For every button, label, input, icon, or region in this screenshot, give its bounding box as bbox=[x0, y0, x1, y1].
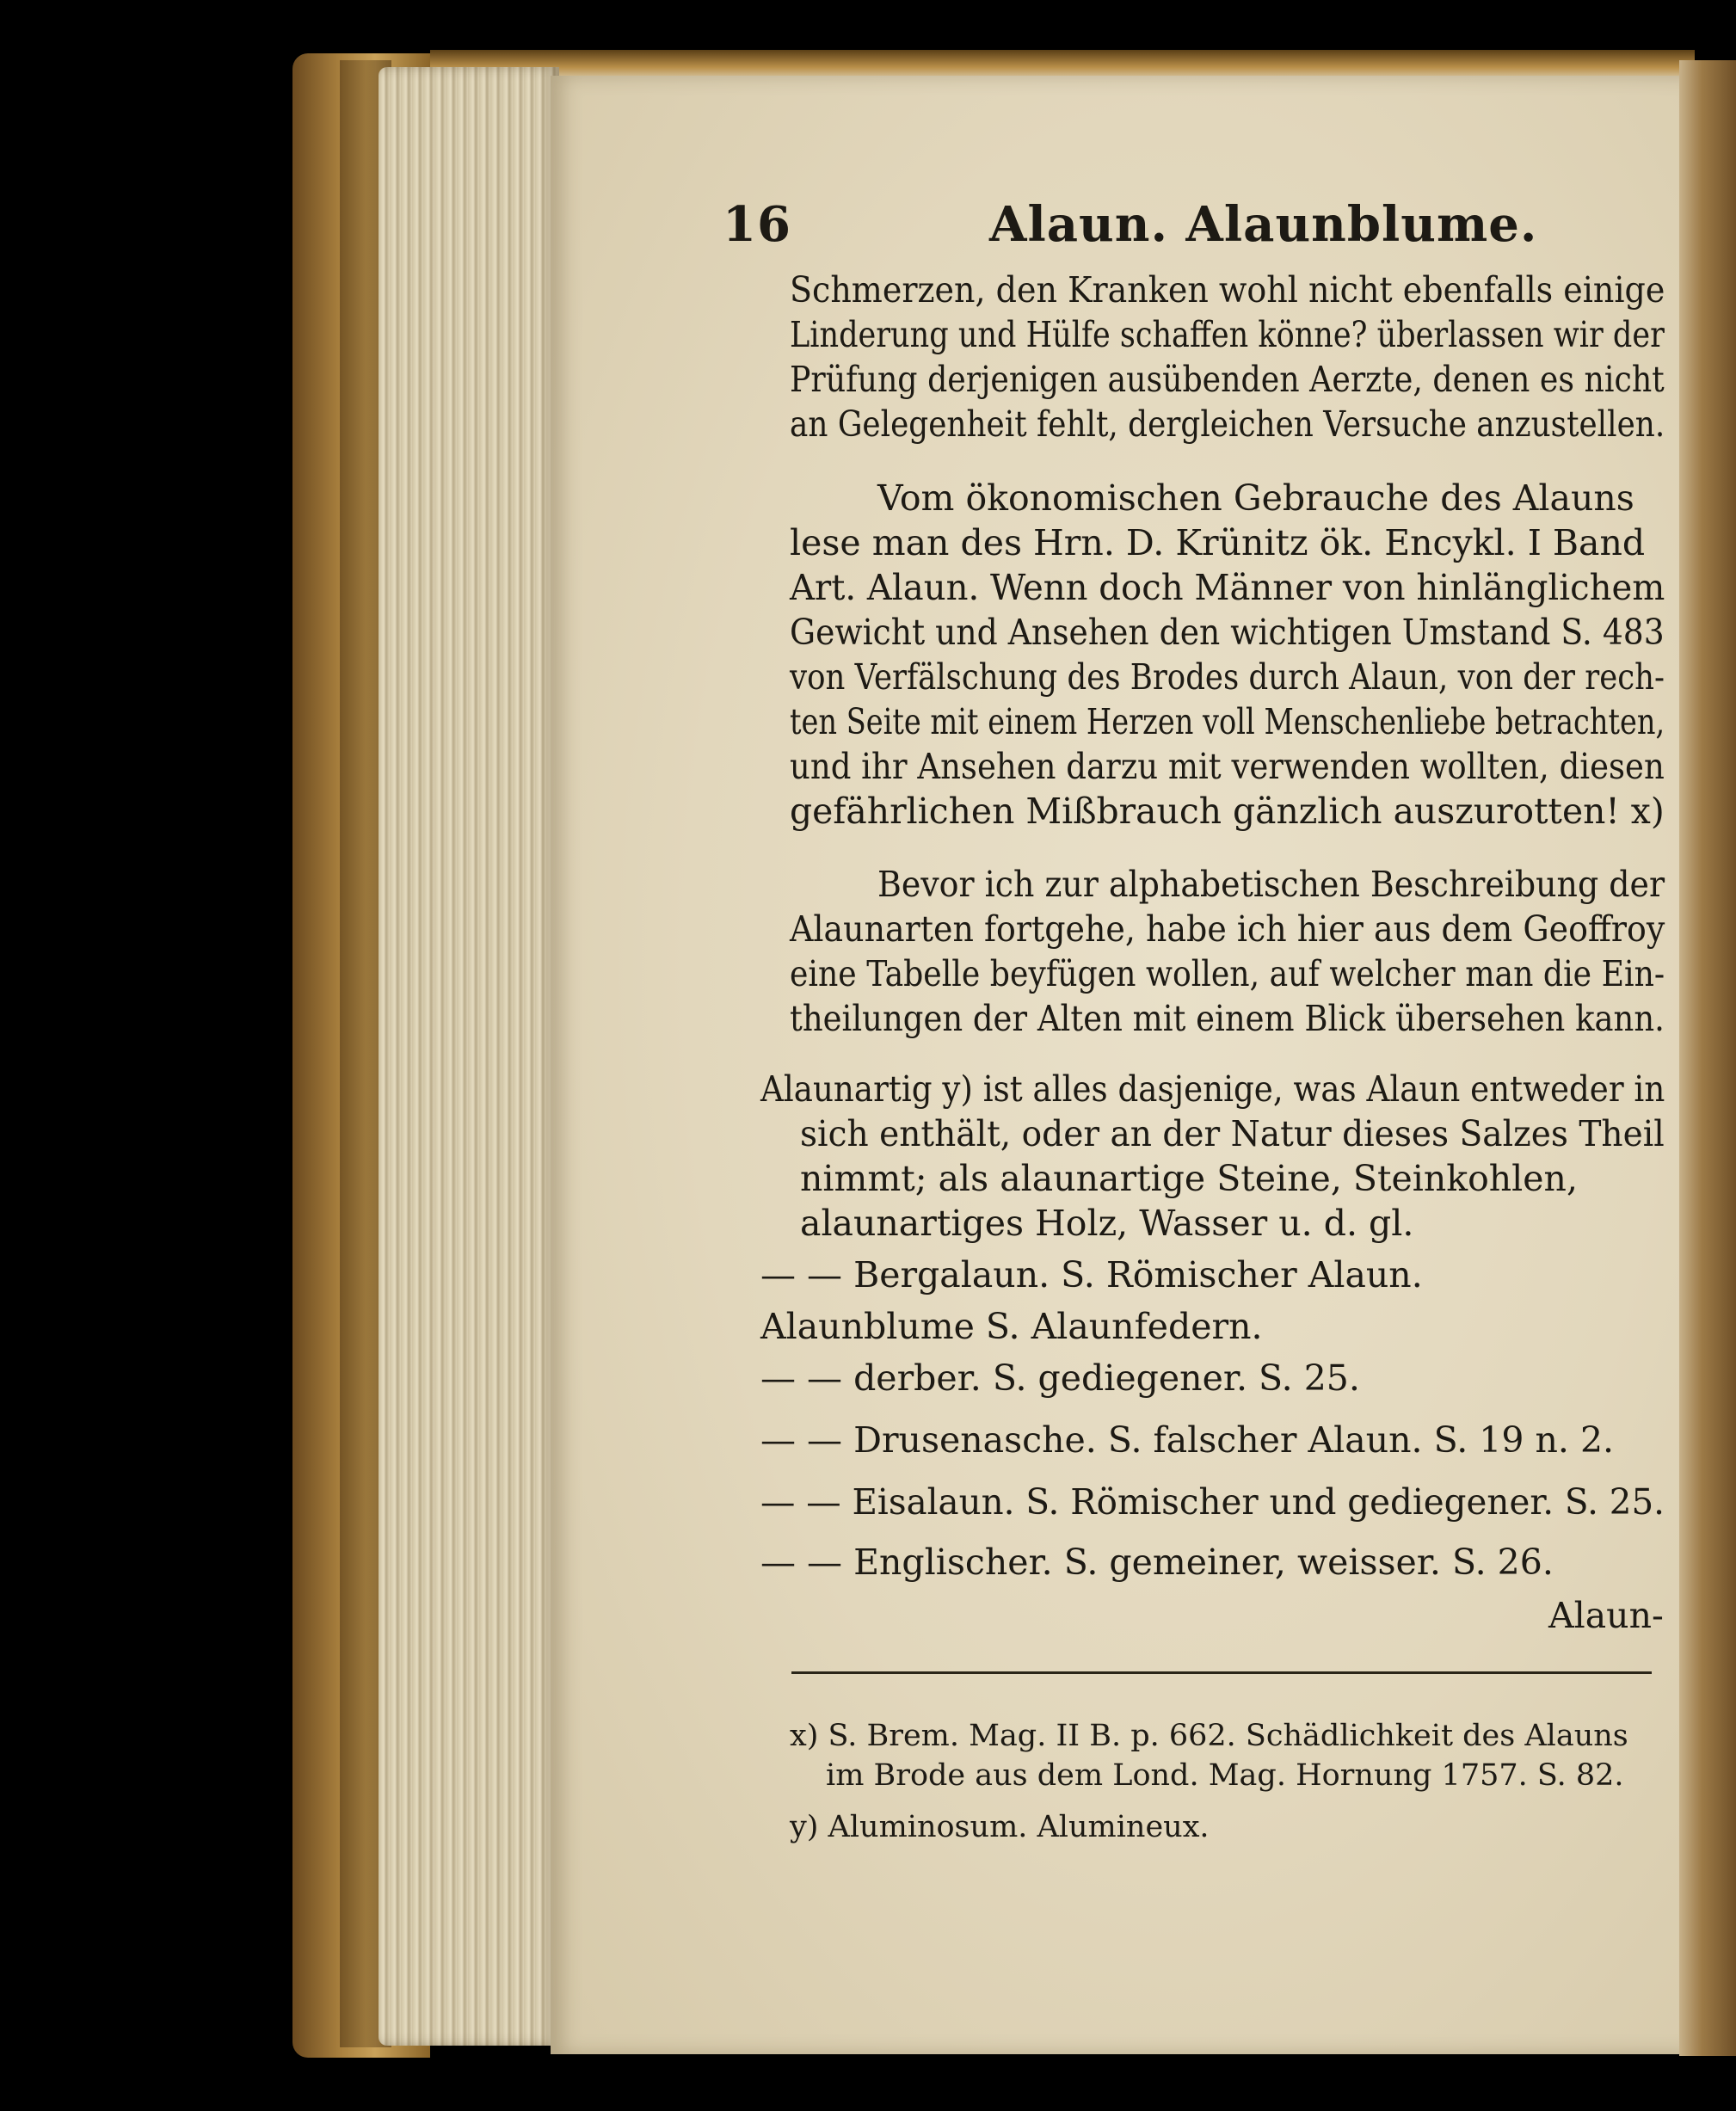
text-line: — — Englischer. S. gemeiner, weisser. S. 26. bbox=[760, 1542, 1554, 1583]
text-line: Gewicht und Ansehen den wichtigen Umstand S. 483 bbox=[790, 612, 1665, 653]
text-line: nimmt; als alaunartige Steine, Steinkohlen, bbox=[800, 1158, 1578, 1199]
text-line: und ihr Ansehen darzu mit verwenden wollten, diesen bbox=[790, 746, 1665, 787]
page-number: 16 bbox=[723, 196, 791, 253]
text-line: eine Tabelle beyfügen wollen, auf welcher man die Ein- bbox=[790, 953, 1665, 994]
text-line: Prüfung derjenigen ausübenden Aerzte, denen es nicht bbox=[790, 359, 1665, 400]
text-line: lese man des Hrn. D. Krünitz ök. Encykl. I Band bbox=[790, 522, 1646, 563]
running-title: Alaun. Alaunblume. bbox=[989, 196, 1538, 253]
page-edges bbox=[379, 67, 559, 2046]
book-top-edge bbox=[430, 50, 1695, 79]
text-line: Alaunartig y) ist alles dasjenige, was Alaun entweder in bbox=[760, 1068, 1665, 1110]
text-line: ten Seite mit einem Herzen voll Menschenliebe betrachten, bbox=[790, 701, 1665, 742]
text-line: Vom ökonomischen Gebrauche des Alauns bbox=[877, 477, 1634, 519]
text-line: gefährlichen Mißbrauch gänzlich auszurotten! x) bbox=[790, 791, 1665, 832]
text-line: Linderung und Hülfe schaffen könne? überlassen wir der bbox=[790, 314, 1665, 355]
text-line: — — Drusenasche. S. falscher Alaun. S. 19 n. 2. bbox=[760, 1419, 1615, 1461]
footnote-line: im Brode aus dem Lond. Mag. Hornung 1757. S. 82. bbox=[826, 1758, 1624, 1793]
text-line: — — Bergalaun. S. Römischer Alaun. bbox=[760, 1254, 1423, 1296]
footnote-line: x) S. Brem. Mag. II B. p. 662. Schädlichkeit des Alauns bbox=[790, 1719, 1628, 1753]
text-line: an Gelegenheit fehlt, dergleichen Versuche anzustellen. bbox=[790, 403, 1665, 445]
text-line: Art. Alaun. Wenn doch Männer von hinlänglichem bbox=[790, 567, 1665, 608]
text-line: — — Eisalaun. S. Römischer und gediegener. S. 25. bbox=[760, 1481, 1665, 1523]
text-line: Alaunarten fortgehe, habe ich hier aus dem Geoffroy bbox=[790, 908, 1665, 950]
text-line: — — derber. S. gediegener. S. 25. bbox=[760, 1357, 1360, 1399]
text-line: sich enthält, oder an der Natur dieses Salzes Theil bbox=[800, 1113, 1665, 1154]
footnote-line: y) Aluminosum. Alumineux. bbox=[790, 1810, 1210, 1844]
catchword: Alaun- bbox=[1548, 1595, 1664, 1636]
right-cover-edge bbox=[1679, 60, 1736, 2056]
text-line: theilungen der Alten mit einem Blick übersehen kann. bbox=[790, 998, 1665, 1039]
text-line: alaunartiges Holz, Wasser u. d. gl. bbox=[800, 1203, 1414, 1244]
text-line: Schmerzen, den Kranken wohl nicht ebenfalls einige bbox=[790, 269, 1665, 311]
footnote-rule bbox=[791, 1671, 1652, 1674]
text-line: von Verfälschung des Brodes durch Alaun, von der rech- bbox=[790, 656, 1665, 698]
text-line: Bevor ich zur alphabetischen Beschreibung der bbox=[877, 864, 1665, 905]
text-line: Alaunblume S. Alaunfedern. bbox=[760, 1306, 1263, 1347]
